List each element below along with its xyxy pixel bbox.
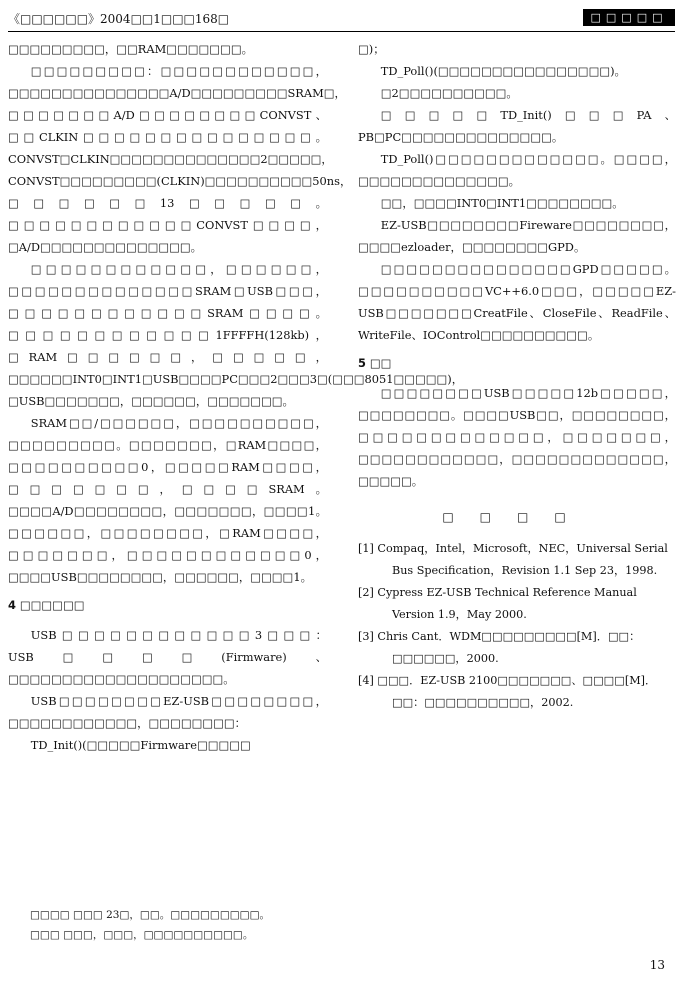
reference-item: [3] Chris Cant．WDM□□□□□□□□□[M]．□□：□□□□□□，2000. xyxy=(358,630,641,665)
header-rule xyxy=(8,31,675,32)
body-paragraph: □□□□□TD_Init()□□□PA、PB□PC□□□□□□□□□□□□□□。 xyxy=(358,108,676,144)
column-badge: □□□□□ xyxy=(583,9,675,26)
body-paragraph: TD_Poll()(□□□□□□□□□□□□□□□□)。 xyxy=(380,64,626,78)
body-paragraph: □□□□□□□□USB□□□□□12b□□□□□，□□□□□□□□。□□□□USB□□，□□□□□□□□，□□□□□□□□□□□□□，□□□□□□□，□□□□□□□□□□□□，□□□□□□□□□□□□□，□□□□□。 xyxy=(358,386,676,488)
body-paragraph: □)； xyxy=(358,42,385,56)
right-column xyxy=(358,38,676,714)
section-heading: 5 □□ xyxy=(358,356,392,370)
body-paragraph: □□□□□□□□□：□□□□□□□□□□□□，□□□□□□□□□□□□□□□A/D□□□□□□□□□SRAM□，□□□□□□□A/D□□□□□□□□CONVST、□□CLKIN□□□□□□□□□□□□□□□。CONVST□CLKIN□□□□□□□□□□□□□□2□□□□□，CONVST□□□□□□□□□(CLKIN)□□□□□□□□□□50ns，□□□□□□13□□□□□。□□□□□□□□□□□□CONVST□□□□，□A/D□□□□□□□□□□□□□□。 xyxy=(8,64,352,254)
reference-item: [2] Cypress EZ-USB Technical Reference Manual Version 1.9，May 2000. xyxy=(358,586,637,621)
references-heading: □□□□ xyxy=(442,510,592,524)
body-paragraph: □□□□□□□□□□□□，□□□□□□，□□□□□□□□□□□□□□SRAM□USB□□□，□□□□□□□□□□□□SRAM□□□□。□□□□□□□□□□□□1FFFFH(128kb)，□RAM□□□□□□，□□□□□，□□□□□□INT0□INT1□USB□□□□PC□□□2□□□3□(□□□8051□□□□□)，□USB□□□□□□□，□□□□□□，□□□□□□□。 xyxy=(8,262,464,408)
body-paragraph: USB□□□□□□□□EZ-USB□□□□□□□□，□□□□□□□□□□□□，□□□□□□□□： xyxy=(8,694,327,730)
left-column xyxy=(8,38,464,756)
section-heading: 4 □□□□□□ xyxy=(8,598,85,612)
body-paragraph: □□□□□□□□□，□□RAM□□□□□□□。 xyxy=(8,42,253,56)
reference-item: [4] □□□．EZ-USB 2100□□□□□□□、□□□□[M]．□□：□□□□□□□□□□，2002. xyxy=(358,674,657,709)
journal-header: 《□□□□□□》2004□□1□□□168□ xyxy=(8,12,230,26)
body-paragraph: TD_Poll()□□□□□□□□□□□□□。□□□□，□□□□□□□□□□□□□□。 xyxy=(358,152,676,188)
body-paragraph: □□，□□□□INT0□INT1□□□□□□□□。 xyxy=(380,196,624,210)
body-paragraph: USB□□□□□□□□□□□□3□□□：USB□□□□(Firmware)、□□□□□□□□□□□□□□□□□□□□。 xyxy=(8,628,327,686)
reference-item: [1] Compaq，Intel，Microsoft，NEC，Universal Serial Bus Specification，Revision 1.1 Sep 23，1998. xyxy=(358,542,668,577)
body-paragraph: □□□□□□□□□□□□□□□GPD□□□□□。□□□□□□□□□□VC++6.0□□□，□□□□□EZ-USB□□□□□□□CreatFile、CloseFile、ReadFile、WriteFile、IOControl□□□□□□□□□□。 xyxy=(358,262,676,342)
body-paragraph: TD_Init()(□□□□□Firmware□□□□□ xyxy=(30,738,251,752)
author-footnote xyxy=(30,905,270,945)
body-paragraph: SRAM□□/□□□□□□，□□□□□□□□□□，□□□□□□□□□。□□□□□□□，□RAM□□□□，□□□□□□□□□□0，□□□□□RAM□□□□，□□□□□□□，□□□□SRAM。□□□□A/D□□□□□□□□，□□□□□□□，□□□□1。□□□□□□，□□□□□□□□，□RAM□□□□，□□□□□□□，□□□□□□□□□□□□0，□□□□USB□□□□□□□□，□□□□□□，□□□□1。 xyxy=(8,416,327,584)
footnote-line: □□□ □□□，□□□，□□□□□□□□□□。 xyxy=(30,929,254,941)
body-paragraph: □2□□□□□□□□□□。 xyxy=(380,86,518,100)
body-paragraph: EZ-USB□□□□□□□□Fireware□□□□□□□□，□□□□ezloader，□□□□□□□□GPD。 xyxy=(358,218,676,254)
footnote-line: □□□□ □□□ 23□，□□。□□□□□□□□□。 xyxy=(30,909,271,921)
page-number: 13 xyxy=(649,958,665,972)
